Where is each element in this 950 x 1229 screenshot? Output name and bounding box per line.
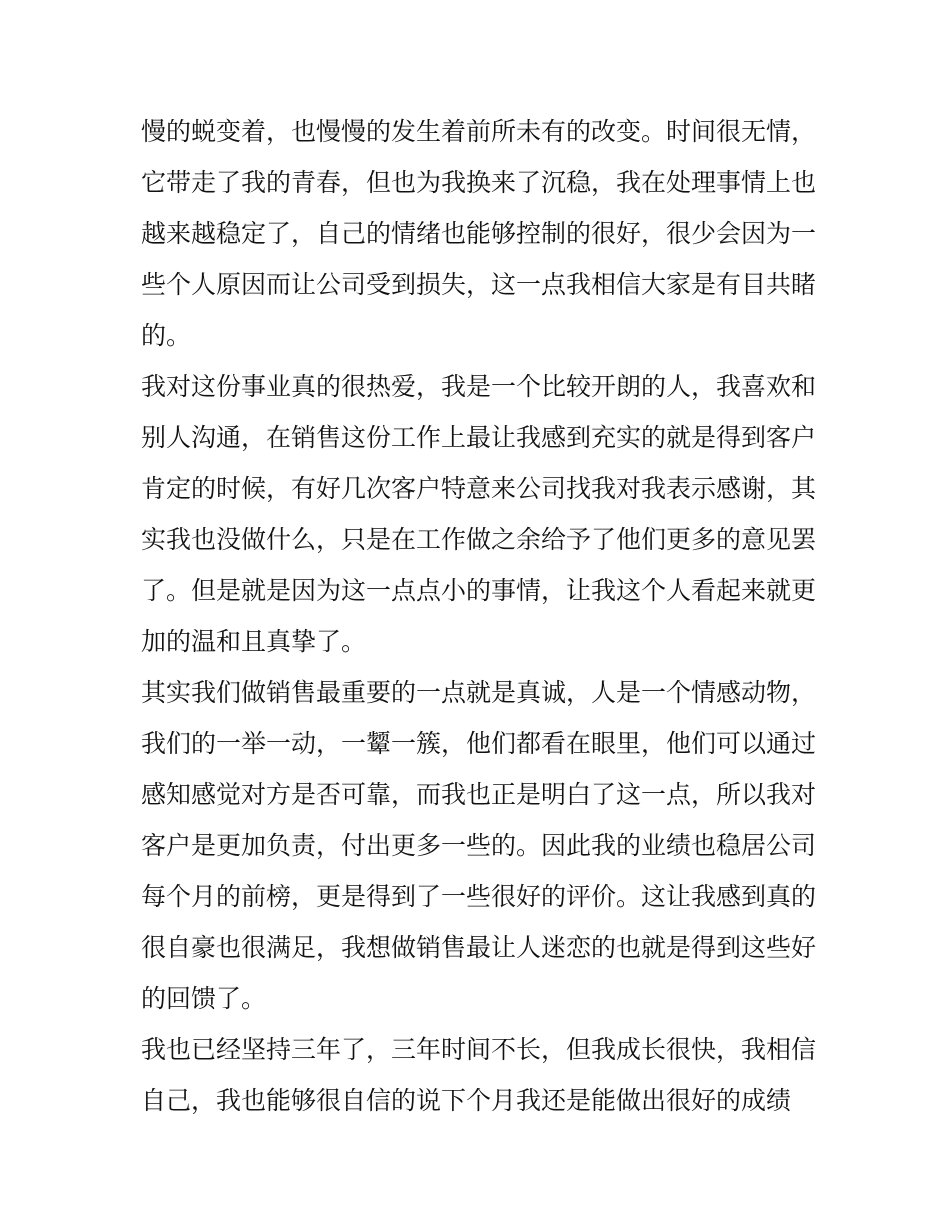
text-line: 的回馈了。 bbox=[141, 984, 267, 1013]
text-line: 加的温和且真挚了。 bbox=[141, 627, 367, 656]
text-line: 很自豪也很满足，我想做销售最让人迷恋的也就是得到这些好 bbox=[141, 933, 817, 962]
text-line: 别人沟通，在销售这份工作上最让我感到充实的就是得到客户 bbox=[141, 423, 817, 452]
text-line: 我也已经坚持三年了，三年时间不长，但我成长很快，我相信 bbox=[141, 1035, 817, 1064]
text-line: 的。 bbox=[141, 321, 192, 350]
text-line: 其实我们做销售最重要的一点就是真诚，人是一个情感动物， bbox=[141, 678, 817, 707]
text-line: 自己，我也能够很自信的说下个月我还是能做出很好的成绩 bbox=[141, 1086, 792, 1115]
text-line: 每个月的前榜，更是得到了一些很好的评价。这让我感到真的 bbox=[141, 882, 817, 911]
text-line: 些个人原因而让公司受到损失，这一点我相信大家是有目共睹 bbox=[141, 270, 817, 299]
text-line: 我们的一举一动，一颦一簇，他们都看在眼里，他们可以通过 bbox=[141, 729, 817, 758]
text-line: 我对这份事业真的很热爱，我是一个比较开朗的人，我喜欢和 bbox=[141, 372, 817, 401]
text-line: 感知感觉对方是否可靠，而我也正是明白了这一点，所以我对 bbox=[141, 780, 817, 809]
text-line: 它带走了我的青春，但也为我换来了沉稳，我在处理事情上也 bbox=[141, 168, 817, 197]
text-line: 肯定的时候，有好几次客户特意来公司找我对我表示感谢，其 bbox=[141, 474, 817, 503]
text-line: 了。但是就是因为这一点点小的事情，让我这个人看起来就更 bbox=[141, 576, 817, 605]
text-line: 慢的蜕变着，也慢慢的发生着前所未有的改变。时间很无情， bbox=[141, 117, 817, 146]
body-text bbox=[141, 106, 821, 1126]
text-line: 越来越稳定了，自己的情绪也能够控制的很好，很少会因为一 bbox=[141, 219, 817, 248]
text-line: 实我也没做什么，只是在工作做之余给予了他们更多的意见罢 bbox=[141, 525, 817, 554]
text-line: 客户是更加负责，付出更多一些的。因此我的业绩也稳居公司 bbox=[141, 831, 817, 860]
